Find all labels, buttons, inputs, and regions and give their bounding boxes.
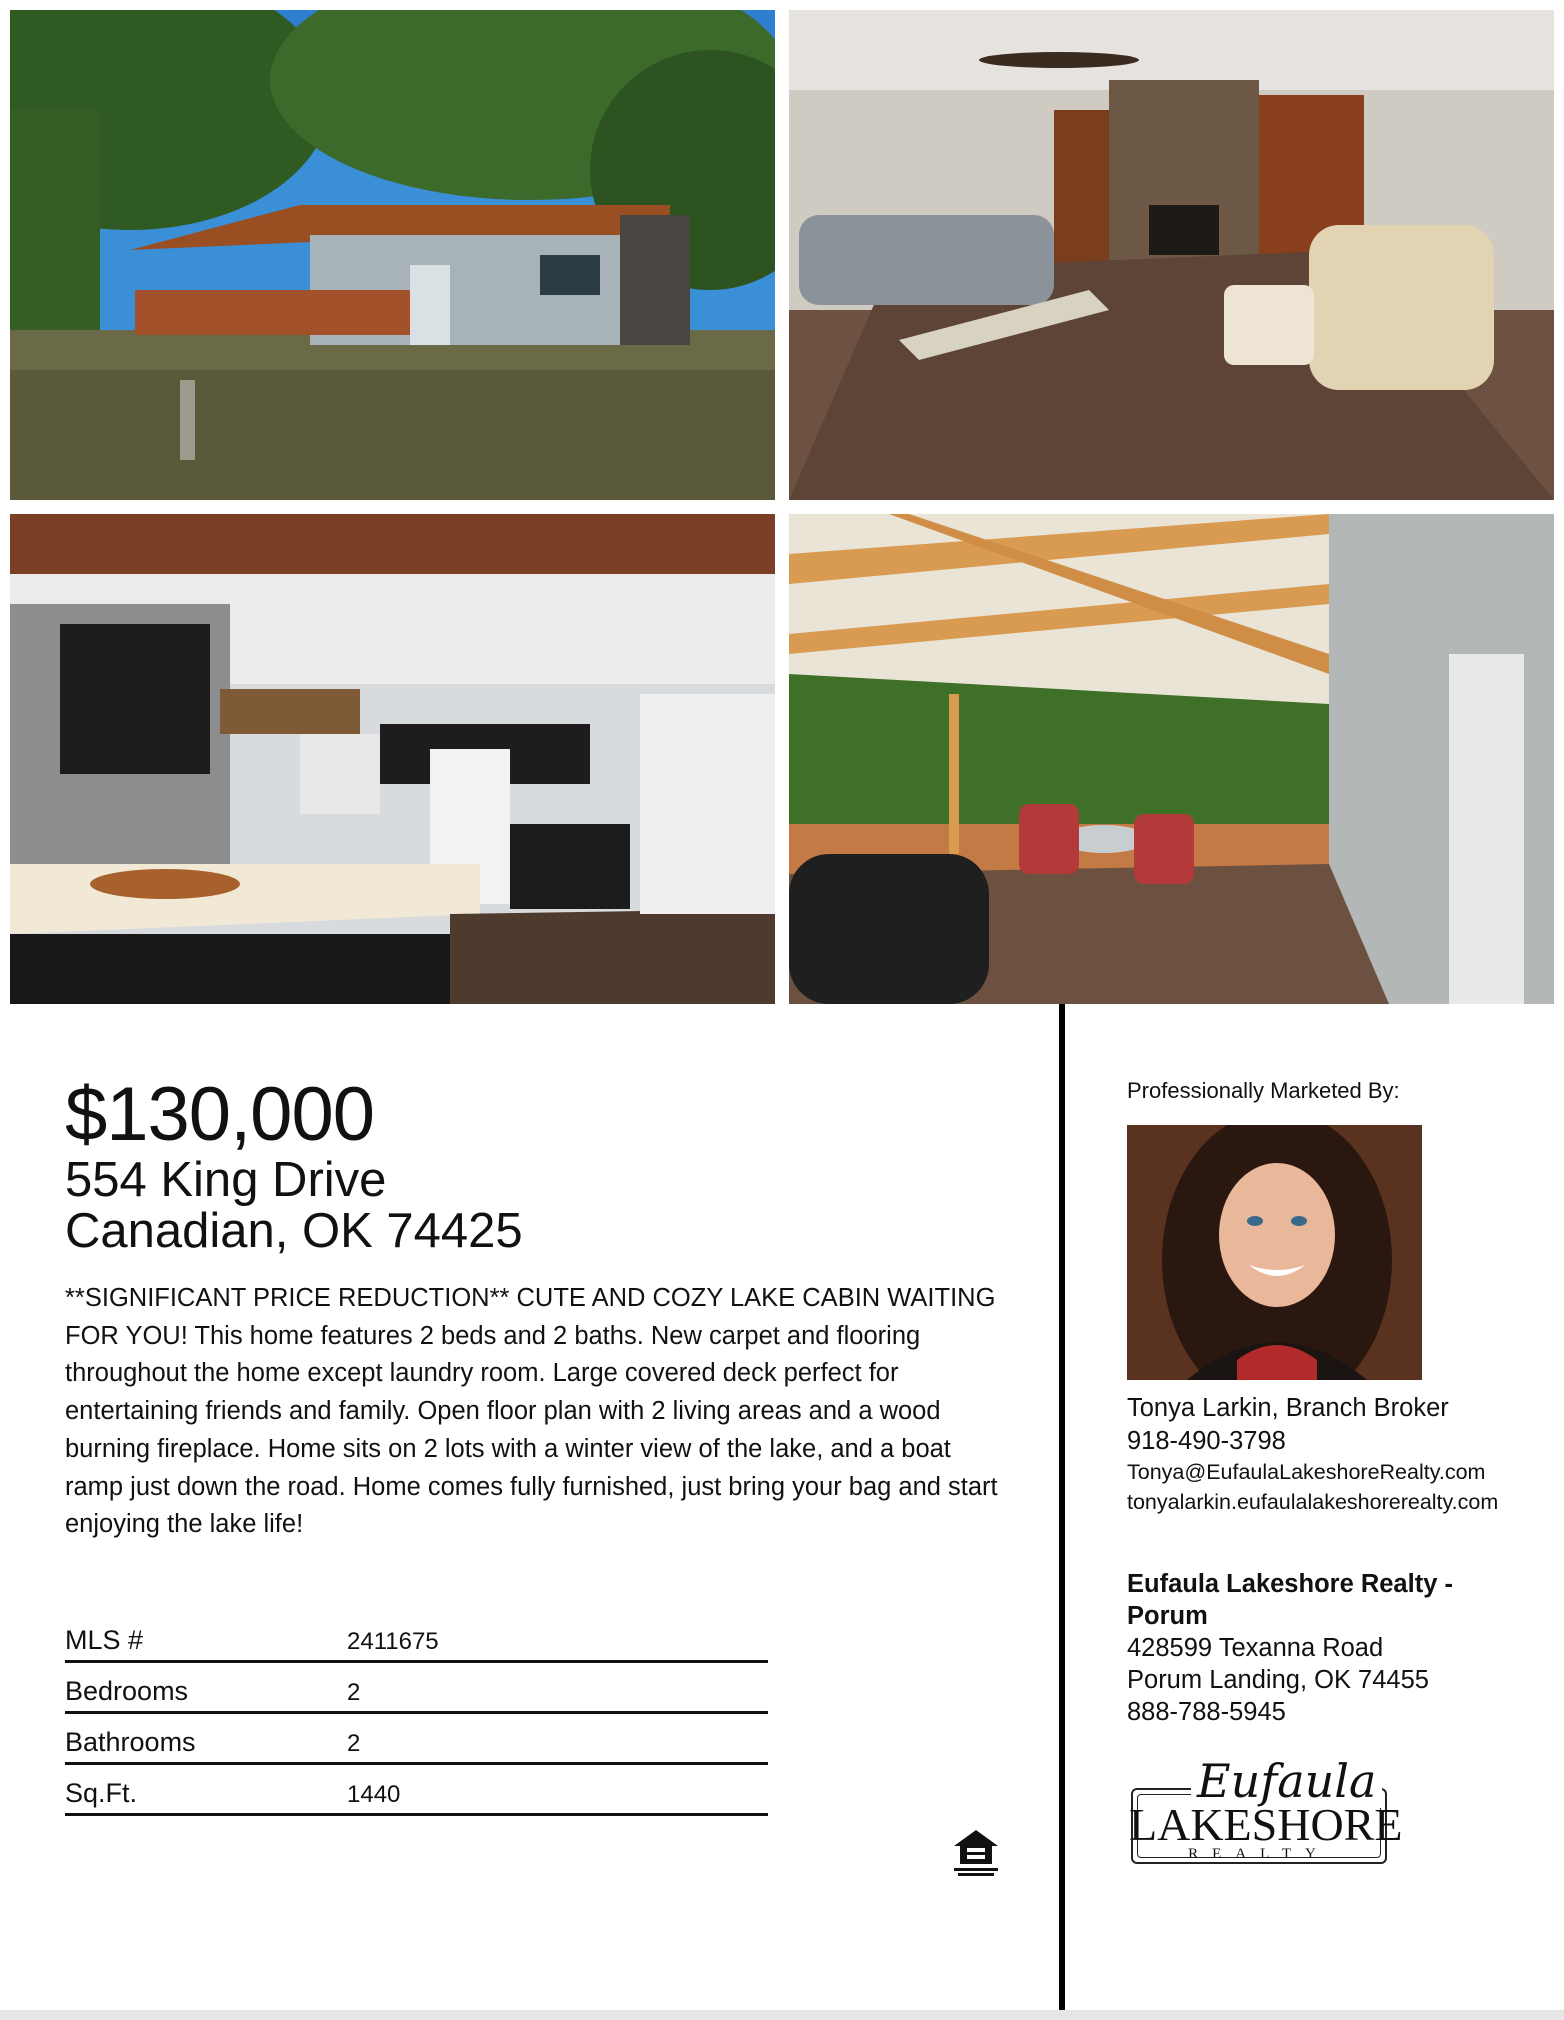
fact-label: Bedrooms bbox=[65, 1676, 189, 1706]
fact-row-bathrooms bbox=[65, 1714, 768, 1765]
lakeshore-realty-logo bbox=[1129, 1754, 1403, 1868]
office-phone[interactable]: 888-788-5945 bbox=[1127, 1698, 1286, 1726]
covered-deck-photo bbox=[789, 514, 1554, 1004]
listing-description: **SIGNIFICANT PRICE REDUCTION** CUTE AND COZY LAKE CABIN WAITING FOR YOU! This home features 2 beds and 2 baths. New carpet and flooring throughout the home except laundry room. Large covered deck perfect for entertaining friends and family. Open floor plan with 2 living areas and a wood burning fireplace. Home sits on 2 lots with a winter view of the lake, and a boat ramp just down the road. Home comes fully furnished, just bring your bag and start enjoying the lake life! bbox=[65, 1284, 998, 1539]
page-bottom-bar bbox=[0, 2010, 1564, 2020]
vertical-divider bbox=[1059, 1004, 1065, 2010]
address-line2: Canadian, OK 74425 bbox=[65, 1204, 523, 1258]
fact-value: 2 bbox=[347, 1730, 361, 1757]
fact-label: Bathrooms bbox=[65, 1727, 196, 1757]
listing-price: $130,000 bbox=[65, 1072, 374, 1157]
agent-photo bbox=[1127, 1125, 1422, 1380]
fact-value: 2411675 bbox=[347, 1628, 439, 1655]
agent-name: Tonya Larkin, Branch Broker bbox=[1127, 1394, 1449, 1422]
logo-main-text: LAKESHORE bbox=[1129, 1799, 1403, 1850]
fact-row-bedrooms bbox=[65, 1663, 768, 1714]
fact-row-sqft bbox=[65, 1765, 768, 1816]
address-line1: 554 King Drive bbox=[65, 1153, 387, 1207]
agent-email[interactable]: Tonya@EufaulaLakeshoreRealty.com bbox=[1127, 1460, 1486, 1484]
logo-sub-text: REALTY bbox=[1188, 1846, 1330, 1862]
fact-value: 2 bbox=[347, 1679, 361, 1706]
fact-label: Sq.Ft. bbox=[65, 1778, 138, 1808]
marketed-by-label: Professionally Marketed By: bbox=[1127, 1078, 1400, 1103]
agent-phone[interactable]: 918-490-3798 bbox=[1127, 1427, 1286, 1455]
fact-value: 1440 bbox=[347, 1781, 401, 1808]
fact-label: MLS # bbox=[65, 1625, 144, 1655]
kitchen-photo bbox=[10, 514, 775, 1004]
living-room-photo bbox=[789, 10, 1554, 500]
office-name: Eufaula Lakeshore Realty - Porum bbox=[1127, 1570, 1453, 1630]
office-address-line1: 428599 Texanna Road bbox=[1127, 1634, 1384, 1662]
fact-row-mls bbox=[65, 1612, 768, 1663]
house-exterior-photo bbox=[10, 10, 775, 500]
agent-website[interactable]: tonyalarkin.eufaulalakeshorerealty.com bbox=[1127, 1490, 1499, 1514]
office-address-line2: Porum Landing, OK 74455 bbox=[1127, 1666, 1429, 1694]
logo-script-text: Eufaula bbox=[1191, 1754, 1382, 1808]
equal-housing-icon bbox=[952, 1828, 1000, 1878]
property-facts-table bbox=[65, 1612, 768, 1816]
